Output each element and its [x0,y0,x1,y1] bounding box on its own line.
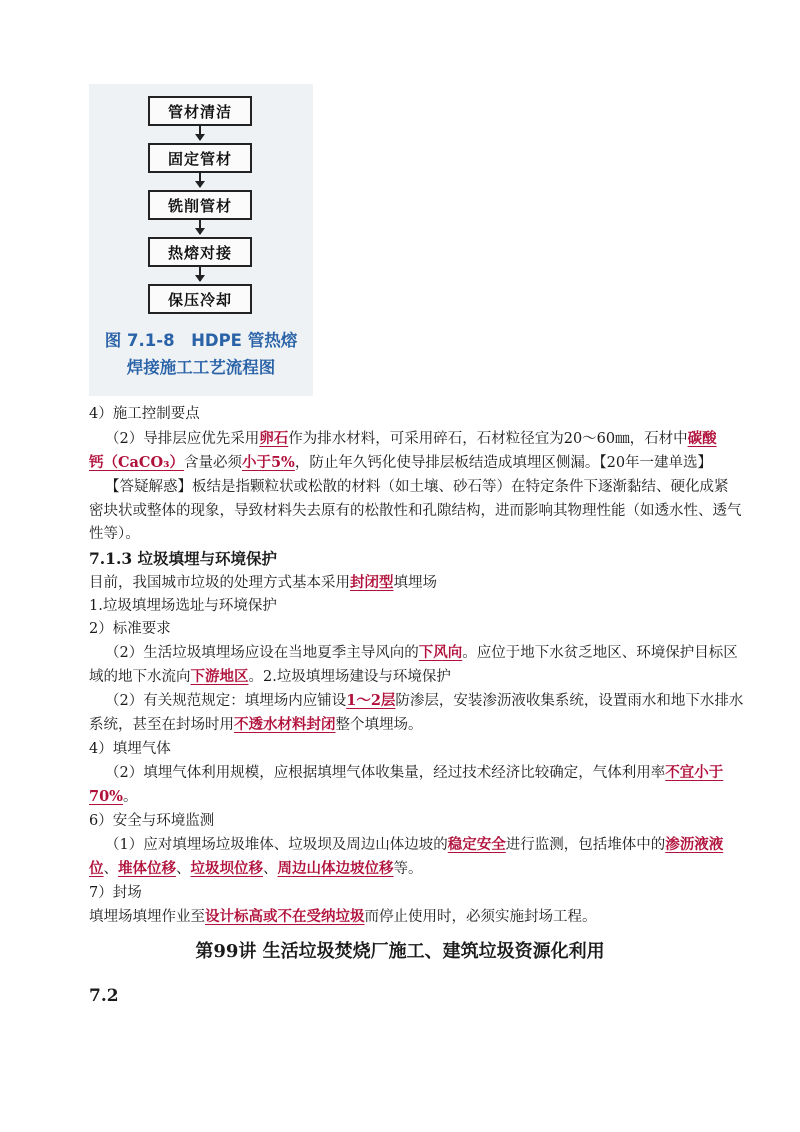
text: 等。 [393,861,423,877]
standards-line-2 [89,666,451,688]
keyword-downstream: 下游地区 [190,668,249,685]
text: （2）填埋气体利用规模，应根据填埋气体收集量，经过技术经济比较确定，气体利用率 [105,765,666,781]
flow-step-mill: 铣削管材 [148,190,252,220]
keyword-leachate-level-end: 位 [89,860,104,877]
closure-line [89,906,597,928]
keyword-downwind: 下风向 [418,644,463,661]
gas-line-1 [105,762,723,784]
flow-arrow [199,126,201,140]
intro-line [89,572,437,594]
text: 含量必须 [183,455,242,471]
text: 防渗层，安装渗沥液收集系统，设置雨水和地下水排水 [395,693,744,709]
text: 。 [122,789,138,805]
section-safety-monitoring: 6）安全与环境监测 [89,813,215,829]
text: 目前，我国城市垃圾的处理方式基本采用 [89,575,350,591]
text: 。2.垃圾填埋场建设与环境保护 [248,669,451,685]
flow-step-fuse: 热熔对接 [148,237,252,267]
section-closure: 7）封场 [89,885,142,901]
text: 进行监测，包括堆体中的 [505,837,666,853]
keyword-stability: 稳定安全 [447,836,506,853]
qa-line-2: 密块状或整体的现象，导致材料失去原有的松散性和孔隙结构，进而影响其物理性能（如透水性、透气 [89,503,742,519]
keyword-not-less-than: 不宜小于 [665,764,724,781]
figure-caption-line1: 图 7.1-8 HDPE 管热熔 [104,331,298,350]
standards-line-1 [105,642,738,664]
section-control-points: 4）施工控制要点 [89,406,200,422]
text: 填埋场 [393,575,437,591]
regulation-line-1 [105,690,743,712]
figure-caption-line2: 焊接施工工艺流程图 [126,358,276,377]
keyword-less-than-5: 小于5% [241,454,295,471]
text: 整个填埋场。 [335,717,423,733]
text: （2）导排层应优先采用 [105,431,260,447]
text: 作为排水材料，可采用碎石，石材粒径宜为20～60㎜，石材中 [288,431,688,447]
keyword-pebble: 卵石 [259,430,289,447]
keyword-70-percent: 70% [89,788,123,805]
keyword-carbonate: 碳酸 [687,430,717,447]
keyword-slope-displacement: 周边山体边坡位移 [277,860,394,877]
qa-line-1: 【答疑解惑】板结是指颗粒状或松散的材料（如土壤、砂石等）在特定条件下逐渐黏结、硬化成紧 [105,479,729,495]
heading-7-1-3: 7.1.3 垃圾填埋与环境保护 [89,549,278,568]
flow-arrow [199,173,201,187]
safety-line-1 [105,834,723,856]
section-7-2: 7.2 [89,986,119,1006]
keyword-caco3: 钙（CaCO₃） [89,454,184,471]
lecture-title: 第99讲 生活垃圾焚烧厂施工、建筑垃圾资源化利用 [195,941,605,962]
text: 。应位于地下水贫乏地区、环境保护目标区 [462,645,738,661]
flow-step-clean: 管材清洁 [148,96,252,126]
keyword-layers: 1～2层 [346,692,396,709]
flow-step-cool: 保压冷却 [148,284,252,314]
keyword-closed-type: 封闭型 [350,574,394,591]
regulation-line-2 [89,714,423,736]
flow-arrow [199,267,201,281]
text: 系统，甚至在封场时用 [89,717,234,733]
keyword-pile-displacement: 堆体位移 [118,860,176,877]
flow-step-fix: 固定管材 [148,143,252,173]
item-standards: 2）标准要求 [89,621,171,637]
paragraph-drainage-1 [105,428,717,450]
text: 、 [263,861,278,877]
text: （2）有关规范规定：填埋场内应铺设 [105,693,347,709]
keyword-impermeable: 不透水材料封闭 [234,716,336,733]
text: 而停止使用时，必须实施封场工程。 [364,909,597,925]
item-siting: 1.垃圾填埋场选址与环境保护 [89,598,277,614]
text: ，防止年久钙化使导排层板结造成填埋区侧漏。【20年一建单选】 [294,455,713,471]
section-landfill-gas: 4）填埋气体 [89,741,171,757]
flowchart-figure [89,84,313,396]
keyword-design-elevation: 设计标高或不在受纳垃圾 [205,908,365,925]
flow-arrow [199,220,201,234]
keyword-leachate-level: 渗沥液液 [665,836,724,853]
keyword-dam-displacement: 垃圾坝位移 [190,860,263,877]
qa-line-3: 性等）。 [89,526,140,542]
gas-line-2 [89,786,137,808]
text: （2）生活垃圾填埋场应设在当地夏季主导风向的 [105,645,419,661]
safety-line-2 [89,858,423,880]
text: 域的地下水流向 [89,669,191,685]
text: 、 [103,861,118,877]
text: 填埋场填埋作业至 [89,909,205,925]
text: （1）应对填埋场垃圾堆体、垃圾坝及周边山体边坡的 [105,837,448,853]
paragraph-drainage-2 [89,452,712,474]
text: 、 [176,861,191,877]
